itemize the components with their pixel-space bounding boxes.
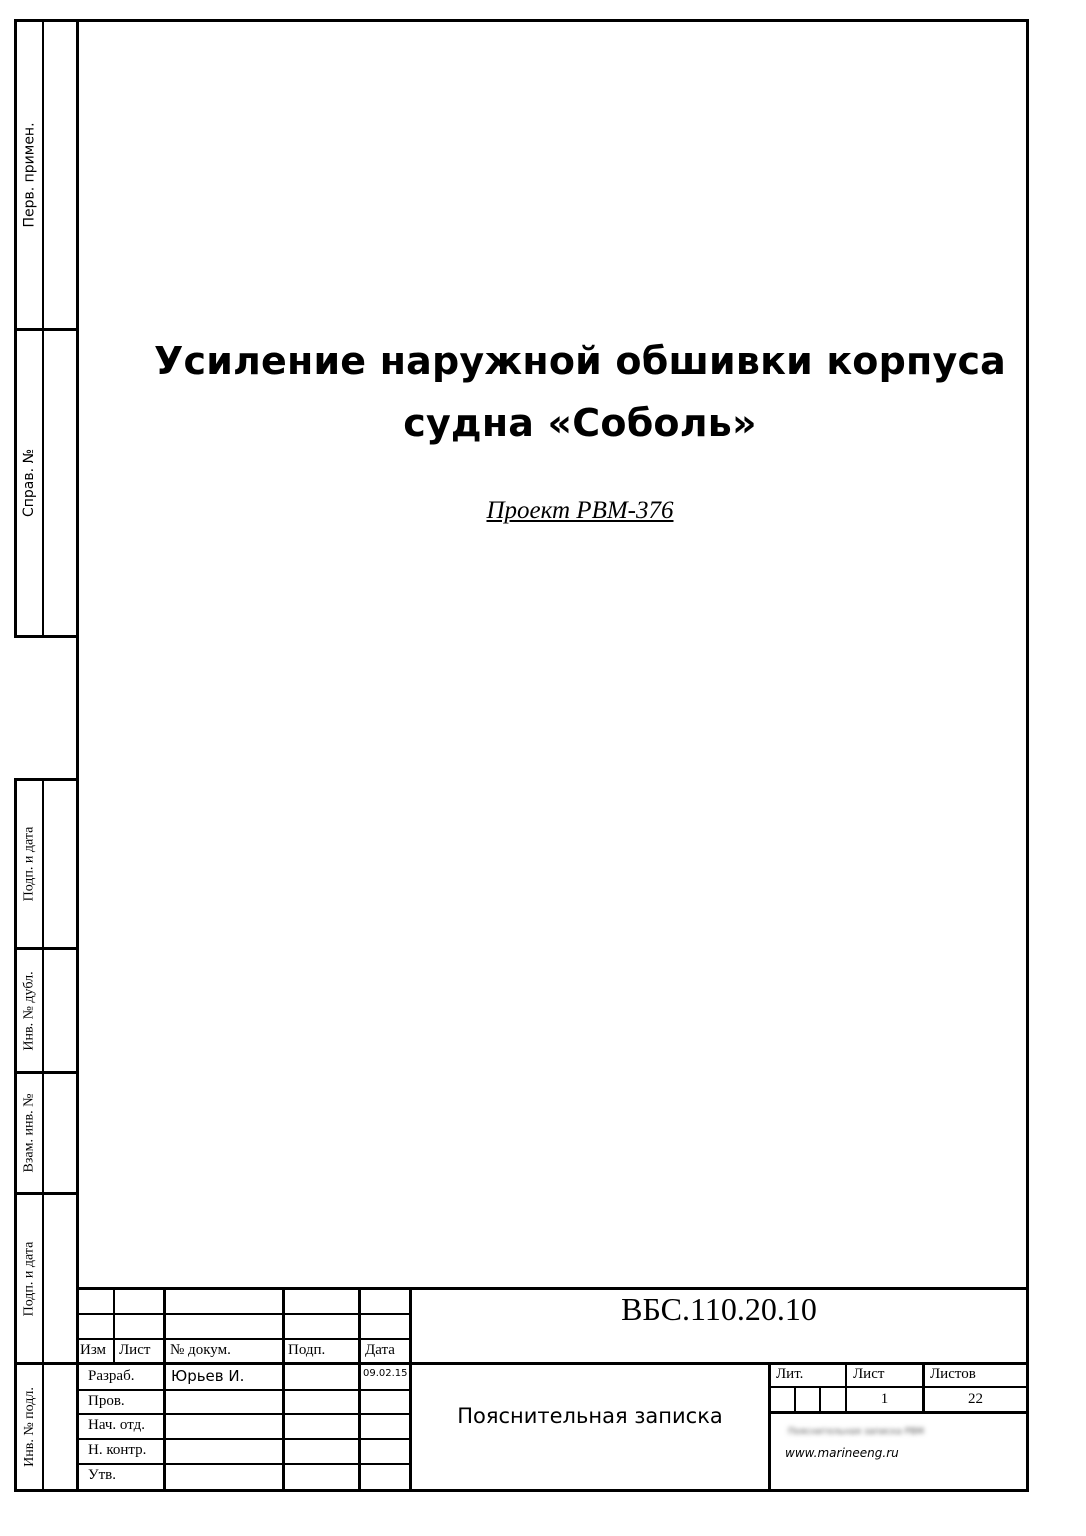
sheet-label: Лист	[853, 1366, 885, 1382]
sheets-count: 22	[968, 1391, 983, 1407]
header-izm: Изм	[80, 1342, 107, 1358]
project-label: Проект РВМ-376	[486, 497, 674, 524]
stamp-right-row-2	[768, 1411, 1029, 1414]
side-lower-bottom	[14, 1489, 79, 1492]
frame-top	[76, 19, 1029, 22]
side-vzam-inv-no-label: Взам. инв. №	[21, 1093, 37, 1173]
header-podp: Подп.	[288, 1342, 326, 1358]
sheets-label: Листов	[930, 1366, 976, 1382]
sheet-number: 1	[880, 1391, 889, 1407]
row-name-razrab: Юрьев И.	[171, 1367, 245, 1385]
side-podp-i-data-1-label: Подп. и дата	[21, 826, 37, 902]
side-sprav-no	[17, 331, 42, 635]
side-perv-primen-label: Перв. примен.	[21, 122, 38, 228]
document-title-line-1: Усиление наружной обшивки корпуса	[153, 339, 1007, 383]
side-inv-no-dubl	[17, 950, 42, 1071]
row-date-razrab: 09.02.15	[363, 1368, 408, 1379]
frame-right	[1026, 19, 1029, 1492]
row-role-prov: Пров.	[88, 1393, 125, 1409]
document-designation: ВБС.110.20.10	[621, 1291, 817, 1327]
stamp-right-row-1	[768, 1386, 1029, 1388]
stamp-col-4	[358, 1287, 361, 1492]
header-doc-no: № докум.	[170, 1342, 231, 1358]
side-sprav-no-label: Справ. №	[21, 448, 38, 518]
website-link[interactable]: www.marineeng.ru	[785, 1446, 899, 1460]
row-role-nach-otd: Нач. отд.	[88, 1417, 145, 1433]
side-inv-no-dubl-label: Инв. № дубл.	[21, 970, 37, 1051]
header-data: Дата	[365, 1342, 395, 1358]
document-title-line-2: судна «Соболь»	[403, 401, 757, 445]
row-role-n-kontr: Н. контр.	[88, 1442, 147, 1458]
document-name: Пояснительная записка	[457, 1404, 723, 1428]
side-upper-bottom	[14, 635, 79, 638]
side-inv-no-podl-label: Инв. № подл.	[21, 1387, 37, 1467]
side-podp-i-data-2	[17, 1195, 42, 1362]
stamp-row-3	[76, 1362, 1029, 1365]
lit-label: Лит.	[776, 1366, 804, 1382]
side-podp-i-data-2-label: Подп. и дата	[21, 1241, 37, 1316]
organization-name: Пояснительная записка РВМ	[788, 1427, 925, 1437]
row-role-utv: Утв.	[88, 1467, 117, 1483]
header-list: Лист	[119, 1342, 151, 1358]
stamp-right-divider	[768, 1362, 771, 1492]
side-lower-mid	[42, 778, 44, 1492]
side-vzam-inv-no	[17, 1074, 42, 1192]
stamp-top	[76, 1287, 1029, 1290]
stamp-lit-col-1	[794, 1386, 796, 1412]
side-inv-no-podl	[17, 1365, 42, 1489]
stamp-col-1	[113, 1287, 115, 1365]
stamp-col-2	[163, 1287, 166, 1492]
stamp-lit-col-2	[819, 1386, 821, 1412]
stamp-col-3	[282, 1287, 285, 1492]
side-podp-i-data-1	[17, 781, 42, 947]
side-perv-primen	[17, 22, 42, 328]
document-title	[80, 330, 1080, 454]
row-role-razrab: Разраб.	[88, 1368, 135, 1384]
frame-left	[76, 19, 79, 1492]
frame-bottom	[76, 1489, 1029, 1492]
